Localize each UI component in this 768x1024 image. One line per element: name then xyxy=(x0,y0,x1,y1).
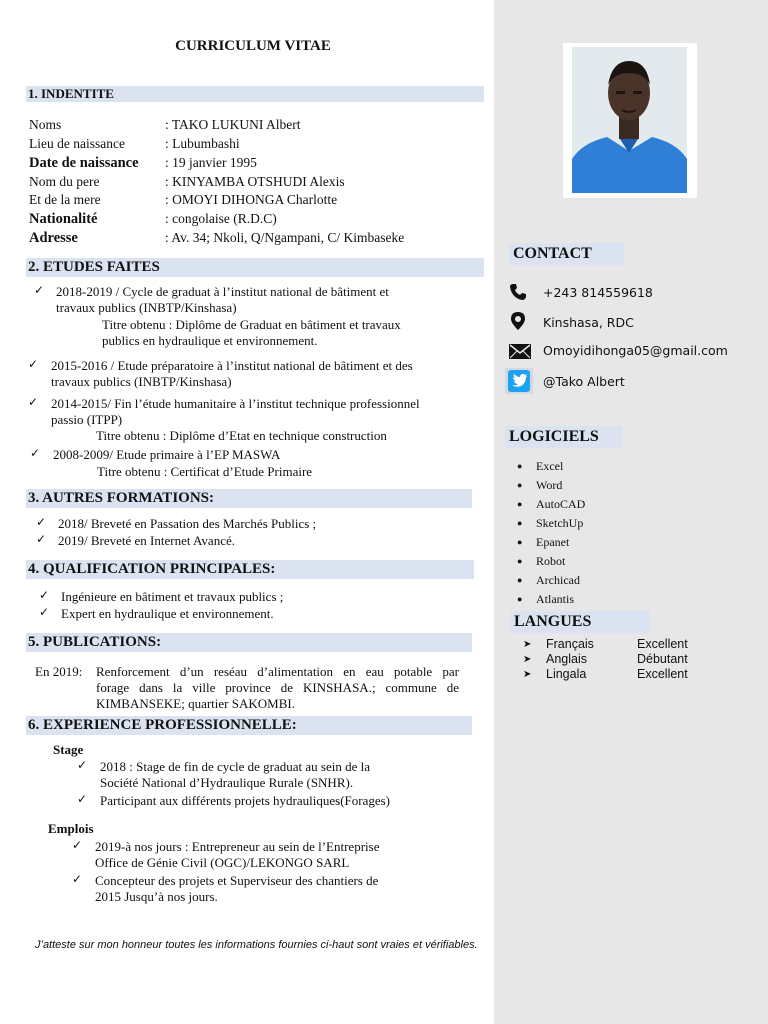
publication-line: forage dans la ville province de KINSHASA.; commune de xyxy=(96,680,459,695)
study-line: 2014-2015/ Fin l’étude humanitaire à l’institut technique professionnel xyxy=(51,396,420,411)
checkmark-icon: ✓ xyxy=(39,588,50,602)
profile-photo xyxy=(572,47,687,193)
bullet-icon: ● xyxy=(517,594,523,604)
checkmark-icon: ✓ xyxy=(34,283,45,297)
identity-row xyxy=(29,136,489,154)
publication-year: En 2019: xyxy=(35,664,83,679)
checkmark-icon: ✓ xyxy=(77,792,88,806)
identity-label: Lieu de naissance xyxy=(29,136,125,151)
checkmark-icon: ✓ xyxy=(36,532,47,546)
study-line: 2018-2019 / Cycle de graduat à l’institut national de bâtiment et xyxy=(56,284,389,299)
emploi-line: Concepteur des projets et Superviseur des chantiers de xyxy=(95,873,379,888)
study-line: 2015-2016 / Etude préparatoire à l’institut national de bâtiment et des xyxy=(51,358,413,373)
checkmark-icon: ✓ xyxy=(39,605,50,619)
language-level: Excellent xyxy=(637,637,688,651)
stage-line: 2018 : Stage de fin de cycle de graduat au sein de la xyxy=(100,759,371,774)
section-identity-heading: 1. INDENTITE xyxy=(26,86,484,102)
language-level: Débutant xyxy=(637,652,688,666)
bullet-icon: ● xyxy=(517,480,523,490)
software-item: SketchUp xyxy=(536,516,584,530)
checkmark-icon: ✓ xyxy=(77,758,88,772)
identity-row xyxy=(29,155,489,173)
identity-value: : congolaise (R.D.C) xyxy=(165,211,277,226)
attestation-text: J’atteste sur mon honneur toutes les informations fournies ci-haut sont vraies et vérifiables. xyxy=(35,939,478,951)
software-item: Word xyxy=(536,478,563,492)
bullet-icon: ● xyxy=(517,461,523,471)
stage-line: Société National d’Hydraulique Rurale (SNHR). xyxy=(100,775,354,790)
arrow-bullet-icon: ➤ xyxy=(523,639,532,650)
language-name: Lingala xyxy=(546,667,587,681)
software-heading: LOGICIELS xyxy=(505,426,622,448)
qualification-item: Ingénieure en bâtiment et travaux publics ; xyxy=(61,589,284,604)
checkmark-icon: ✓ xyxy=(28,395,39,409)
training-item: 2018/ Breveté en Passation des Marchés Publics ; xyxy=(58,516,317,531)
bullet-icon: ● xyxy=(517,499,523,509)
checkmark-icon: ✓ xyxy=(36,515,47,529)
study-line: travaux publics (INBTP/Kinshasa) xyxy=(56,300,237,315)
envelope-icon xyxy=(509,344,531,364)
identity-label: Noms xyxy=(29,117,62,132)
page-title: CURRICULUM VITAE xyxy=(175,38,331,54)
study-line: travaux publics (INBTP/Kinshasa) xyxy=(51,374,232,389)
identity-label: Date de naissance xyxy=(29,155,139,171)
software-item: Epanet xyxy=(536,535,570,549)
section-qualifications-heading: 4. QUALIFICATION PRINCIPALES: xyxy=(26,560,474,579)
identity-value: : TAKO LUKUNI Albert xyxy=(165,117,301,132)
software-item: Robot xyxy=(536,554,566,568)
stage-label: Stage xyxy=(53,742,84,757)
identity-value: : 19 janvier 1995 xyxy=(165,155,257,170)
section-other-training-heading: 3. AUTRES FORMATIONS: xyxy=(26,489,472,508)
bullet-icon: ● xyxy=(517,575,523,585)
twitter-icon xyxy=(505,368,533,399)
checkmark-icon: ✓ xyxy=(28,357,39,371)
publication-line: Renforcement d’un reséau d’alimentation en eau potable par xyxy=(96,664,459,679)
contact-twitter[interactable]: @Tako Albert xyxy=(543,374,625,389)
identity-value: : KINYAMBA OTSHUDI Alexis xyxy=(165,174,345,189)
identity-row xyxy=(29,174,489,192)
identity-value: : OMOYI DIHONGA Charlotte xyxy=(165,192,338,207)
stage-line: Participant aux différents projets hydrauliques(Forages) xyxy=(100,793,391,808)
bullet-icon: ● xyxy=(517,537,523,547)
study-line: passio (ITPP) xyxy=(51,412,123,427)
checkmark-icon: ✓ xyxy=(30,446,41,460)
checkmark-icon: ✓ xyxy=(72,872,83,886)
emploi-line: 2019-à nos jours : Entrepreneur au sein de l’Entreprise xyxy=(95,839,380,854)
study-title: Titre obtenu : Certificat d’Etude Primaire xyxy=(97,464,313,479)
identity-row xyxy=(29,117,489,135)
languages-heading: LANGUES xyxy=(510,611,650,633)
software-item: Excel xyxy=(536,459,564,473)
emploi-line: Office de Génie Civil (OGC)/LEKONGO SARL xyxy=(95,855,350,870)
software-item: Atlantis xyxy=(536,592,574,606)
identity-label: Nom du pere xyxy=(29,174,100,189)
identity-value: : Av. 34; Nkoli, Q/Ngampani, C/ Kimbaseke xyxy=(165,230,405,245)
language-name: Français xyxy=(546,637,594,651)
identity-label: Adresse xyxy=(29,230,78,246)
software-item: AutoCAD xyxy=(536,497,586,511)
section-publications-heading: 5. PUBLICATIONS: xyxy=(26,633,472,652)
publication-line: KIMBANSEKE; quartier SAKOMBI. xyxy=(96,696,295,711)
bullet-icon: ● xyxy=(517,556,523,566)
identity-label: Et de la mere xyxy=(29,192,101,207)
language-level: Excellent xyxy=(637,667,688,681)
contact-heading: CONTACT xyxy=(509,243,624,265)
software-item: Archicad xyxy=(536,573,580,587)
arrow-bullet-icon: ➤ xyxy=(523,669,532,680)
identity-row xyxy=(29,230,489,248)
checkmark-icon: ✓ xyxy=(72,838,83,852)
location-pin-icon xyxy=(510,311,526,336)
study-title: Titre obtenu : Diplôme d’Etat en technique construction xyxy=(96,428,387,443)
language-name: Anglais xyxy=(546,652,587,666)
study-line: 2008-2009/ Etude primaire à l’EP MASWA xyxy=(53,447,281,462)
identity-label: Nationalité xyxy=(29,211,98,227)
identity-row xyxy=(29,211,489,229)
section-experience-heading: 6. EXPERIENCE PROFESSIONNELLE: xyxy=(26,716,472,735)
contact-city: Kinshasa, RDC xyxy=(543,315,634,330)
qualification-item: Expert en hydraulique et environnement. xyxy=(61,606,274,621)
arrow-bullet-icon: ➤ xyxy=(523,654,532,665)
emploi-line: 2015 Jusqu’à nos jours. xyxy=(95,889,218,904)
emploi-label: Emplois xyxy=(48,821,94,836)
phone-icon xyxy=(509,283,527,306)
contact-phone: +243 814559618 xyxy=(543,285,653,300)
study-title: publics en hydraulique et environnement. xyxy=(102,333,318,348)
identity-value: : Lubumbashi xyxy=(165,136,240,151)
training-item: 2019/ Breveté en Internet Avancé. xyxy=(58,533,235,548)
contact-email[interactable]: Omoyidihonga05@gmail.com xyxy=(543,343,728,358)
study-title: Titre obtenu : Diplôme de Graduat en bâtiment et travaux xyxy=(102,317,401,332)
identity-row xyxy=(29,192,489,210)
section-studies-heading: 2. ETUDES FAITES xyxy=(26,258,484,277)
bullet-icon: ● xyxy=(517,518,523,528)
